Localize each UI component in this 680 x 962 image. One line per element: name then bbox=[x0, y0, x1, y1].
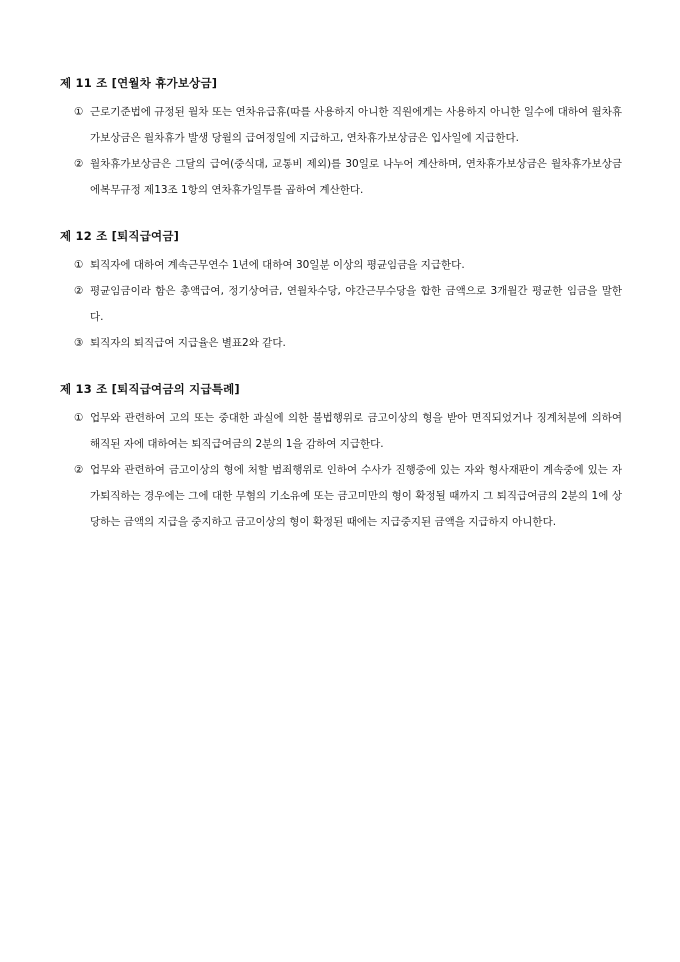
clause-item bbox=[60, 99, 622, 151]
clause-item bbox=[60, 405, 622, 457]
article-title: 제 13 조 [퇴직급여금의 지급특례] bbox=[60, 382, 240, 396]
clause-number: ② bbox=[74, 158, 84, 170]
clause-text: 업무와 관련하여 금고이상의 형에 처할 범죄행위로 인하여 수사가 진행중에 있는 자와 형사재판이 계속중에 있는 자가퇴직하는 경우에는 그에 대한 무혐의 기소유예 또는 금고미만의 형이 확정될 때까지 그 퇴직급여금의 2분의 1에 상당하는 금액의 지급을 중지하고 금고이상의 형이 확정된 때에는 지급중지된 금액을 지급하지 아니한다. bbox=[90, 464, 622, 528]
clause-text: 평균임금이라 함은 총액급여, 정기상여금, 연월차수당, 야간근무수당을 합한 금액으로 3개월간 평균한 임금을 말한다. bbox=[90, 285, 622, 323]
clause-item bbox=[60, 252, 622, 278]
clause-text: 퇴직자의 퇴직급여 지급율은 별표2와 같다. bbox=[90, 337, 286, 349]
article-13 bbox=[60, 382, 622, 535]
clause-item bbox=[60, 151, 622, 203]
clause-number: ① bbox=[74, 259, 84, 271]
clause-number: ② bbox=[74, 464, 84, 476]
article-12 bbox=[60, 229, 622, 356]
clause-item bbox=[60, 330, 622, 356]
clause-item bbox=[60, 457, 622, 535]
clause-text: 퇴직자에 대하여 계속근무연수 1년에 대하여 30일분 이상의 평균임금을 지급한다. bbox=[90, 259, 465, 271]
article-title: 제 11 조 [연월차 휴가보상금] bbox=[60, 76, 218, 90]
clause-text: 근로기준법에 규정된 월차 또는 연차유급휴(따를 사용하지 아니한 직원에게는 사용하지 아니한 일수에 대하여 월차휴가보상금은 월차휴가 발생 당월의 급여정일에 지급하고, 연차휴가보상금은 입사일에 지급한다. bbox=[90, 106, 622, 144]
clause-number: ② bbox=[74, 285, 84, 297]
clause-text: 업무와 관련하여 고의 또는 중대한 과실에 의한 불법행위로 금고이상의 형을 받아 면직되었거나 징계처분에 의하여 해직된 자에 대하여는 퇴직급여금의 2분의 1을 감하여 지급한다. bbox=[90, 412, 622, 450]
clause-item bbox=[60, 278, 622, 330]
clause-number: ③ bbox=[74, 337, 84, 349]
article-11 bbox=[60, 76, 622, 203]
clause-text: 월차휴가보상금은 그달의 급여(중식대, 교통비 제외)를 30일로 나누어 계산하며, 연차휴가보상금은 월차휴가보상금에복무규정 제13조 1항의 연차휴가일투를 곱하여 계산한다. bbox=[90, 158, 622, 196]
article-title: 제 12 조 [퇴직급여금] bbox=[60, 229, 180, 243]
clause-number: ① bbox=[74, 106, 84, 118]
clause-number: ① bbox=[74, 412, 84, 424]
